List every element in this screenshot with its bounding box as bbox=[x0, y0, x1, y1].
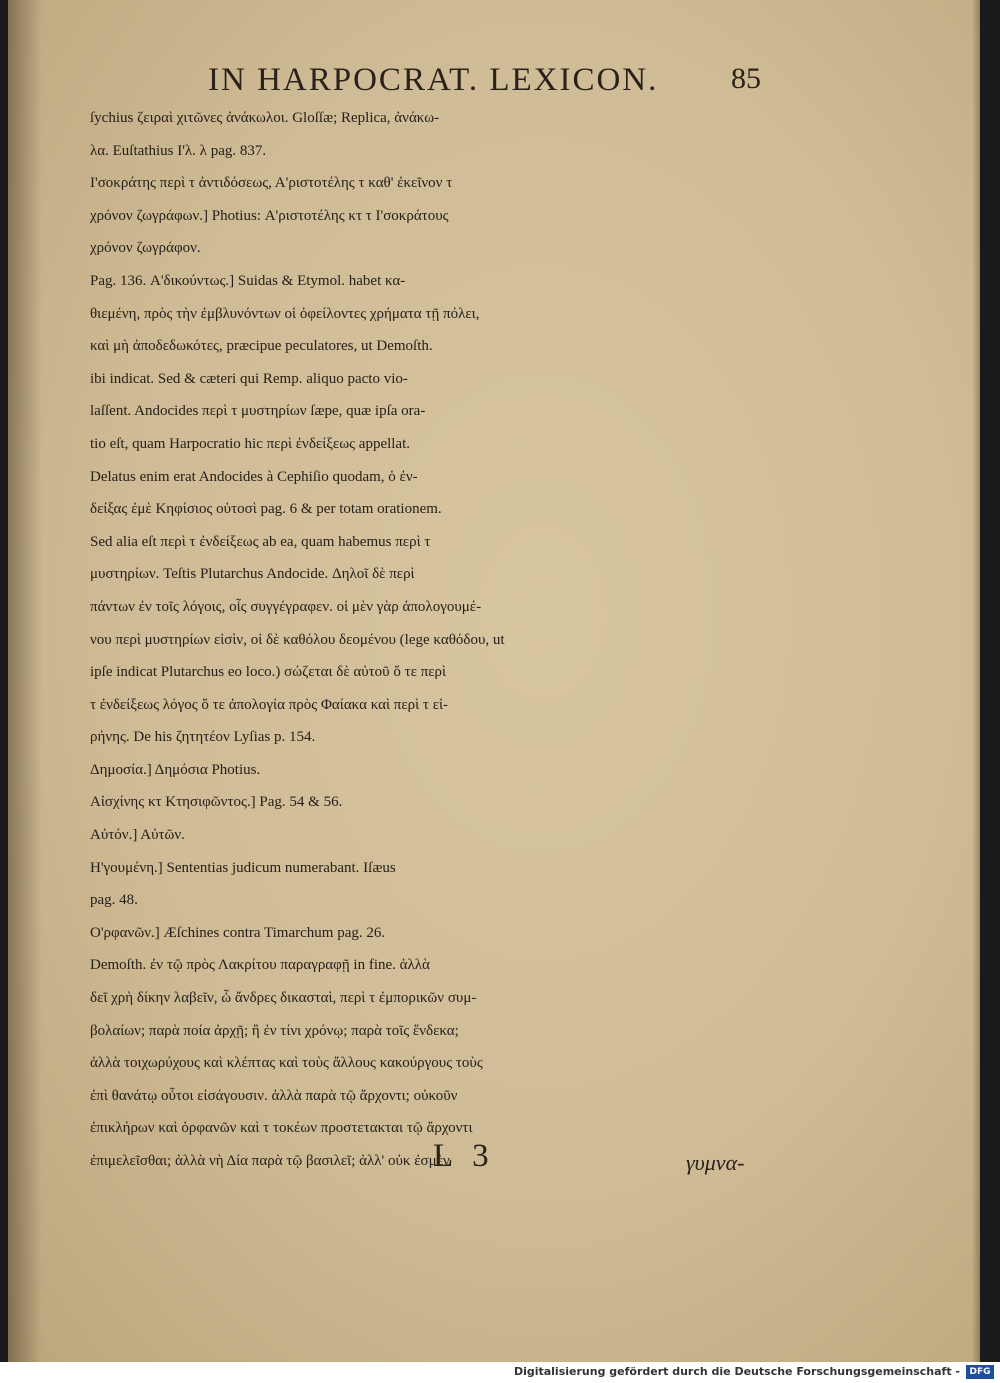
text-line: Ο'ρφανῶν.] Æſchines contra Timarchum pag. 26. bbox=[90, 924, 386, 941]
text-line: πάντων ἐν τοῖς λόγοις, οἷς συγγέγραφεν. οἱ μὲν γὰρ ἀπολογουμέ- bbox=[90, 598, 482, 615]
text-line: ἀλλὰ τοιχωρύχους καὶ κλέπτας καὶ τοὺς ἄλλους κακούργους τοὺς bbox=[90, 1055, 483, 1072]
credit-bar bbox=[0, 1362, 1000, 1383]
text-line: Pag. 136. Α'δικούντως.] Suidas & Etymol. habet κα- bbox=[90, 272, 406, 289]
text-line: ibi indicat. Sed & cæteri qui Remp. aliquo pacto vio- bbox=[90, 370, 408, 387]
text-line: βολαίων; παρὰ ποία ἀρχῇ; ἢ ἐν τίνι χρόνῳ; παρὰ τοῖς ἕνδεκα; bbox=[90, 1022, 459, 1039]
text-line: ἐπὶ θανάτῳ οὗτοι εἰσάγουσιν. ἀλλὰ παρὰ τῷ ἄρχοντι; οὐκοῦν bbox=[90, 1087, 458, 1104]
text-line: Η'γουμένη.] Sententias judicum numerabant. Iſæus bbox=[90, 859, 396, 876]
text-line: δείξας ἐμὲ Κηφίσιος οὑτοσὶ pag. 6 & per totam orationem. bbox=[90, 501, 442, 518]
text-line: Αἰσχίνης κτ Κτησιφῶντος.] Pag. 54 & 56. bbox=[90, 794, 343, 811]
gutter-shadow bbox=[8, 0, 42, 1362]
text-line: θιεμένη, πρὸς τὴν ἐμβλυνόντων οἱ ὀφείλοντες χρήματα τῇ πόλει, bbox=[90, 305, 480, 322]
text-line: ρήνης. De his ζητητέον Lyſias p. 154. bbox=[90, 729, 316, 746]
text-line: μυστηρίων. Teſtis Plutarchus Andocide. Δηλοῖ δὲ περὶ bbox=[90, 566, 415, 583]
text-line: καὶ μὴ ἀποδεδωκότες, præcipue peculatores, ut Demoſth. bbox=[90, 338, 433, 355]
text-line: tio eſt, quam Harpocratio hic περὶ ἐνδείξεως appellat. bbox=[90, 435, 411, 452]
text-line: δεῖ χρὴ δίκην λαβεῖν, ὦ ἄνδρες δικασταὶ, περὶ τ ἐμπορικῶν συμ- bbox=[90, 990, 477, 1007]
catchword: γυμνα- bbox=[686, 1150, 745, 1175]
text-line: Ι'σοκράτης περὶ τ ἀντιδόσεως, Α'ριστοτέλης τ καθ' ἐκεῖνον τ bbox=[90, 175, 453, 192]
text-line: λα. Euſtathius Ι'λ. λ pag. 837. bbox=[90, 142, 267, 159]
text-line: χρόνον ζωγράφον. bbox=[90, 240, 201, 257]
text-line: ſychius ζειραὶ χιτῶνες ἀνάκωλοι. Gloſſæ; Replica, ἀνάκω- bbox=[90, 110, 440, 126]
text-line: Δημοσία.] Δημόσια Photius. bbox=[90, 761, 261, 778]
text-line: Sed alia eſt περὶ τ ἐνδείξεως ab ea, quam habemus περὶ τ bbox=[90, 533, 431, 550]
text-line: τ ἐνδείξεως λόγος ὅ τε ἀπολογία πρὸς Φαίακα καὶ περὶ τ εἰ- bbox=[90, 696, 449, 713]
text-line: νου περὶ μυστηρίων εἰσὶν, οἱ δὲ καθόλου δεομένου (lege καθόδου, ut bbox=[90, 631, 505, 648]
text-line: laſſent. Andocides περὶ τ μυστηρίων ſæpe, quæ ipſa ora- bbox=[90, 403, 426, 420]
signature-mark: L 3 bbox=[433, 1138, 495, 1174]
text-line: Delatus enim erat Andocides à Cephiſio quodam, ὁ ἐν- bbox=[90, 468, 418, 485]
page-edge bbox=[972, 0, 980, 1362]
text-line: χρόνον ζωγράφων.] Photius: Α'ριστοτέλης κτ τ Ι'σοκράτους bbox=[90, 207, 449, 224]
text-line: pag. 48. bbox=[90, 892, 138, 909]
text-line: ἐπιμελεῖσθαι; ἀλλὰ νὴ Δία παρὰ τῷ βασιλεῖ; ἀλλ' οὐκ ἐσμὲν bbox=[90, 1153, 450, 1169]
page-number: 85 bbox=[731, 62, 761, 95]
text-block bbox=[90, 102, 770, 1178]
text-line: ipſe indicat Plutarchus eo loco.) σώζεται δὲ αὐτοῦ ὅ τε περὶ bbox=[90, 664, 447, 681]
text-line: Αὐτόν.] Αὐτῶν. bbox=[90, 827, 185, 844]
running-head: IN HARPOCRAT. LEXICON. bbox=[208, 62, 659, 98]
text-line: Demoſth. ἐν τῷ πρὸς Λακρίτου παραγραφῇ in fine. ἀλλὰ bbox=[90, 957, 430, 974]
credit-text: Digitalisierung gefördert durch die Deutsche Forschungsgemeinschaft - bbox=[513, 1365, 960, 1378]
book-page bbox=[8, 0, 980, 1362]
dfg-logo-icon: DFG bbox=[966, 1365, 994, 1379]
text-line: ἐπικλήρων καὶ ὀρφανῶν καὶ τ τοκέων προστετακται τῷ ἄρχοντι bbox=[90, 1120, 473, 1137]
